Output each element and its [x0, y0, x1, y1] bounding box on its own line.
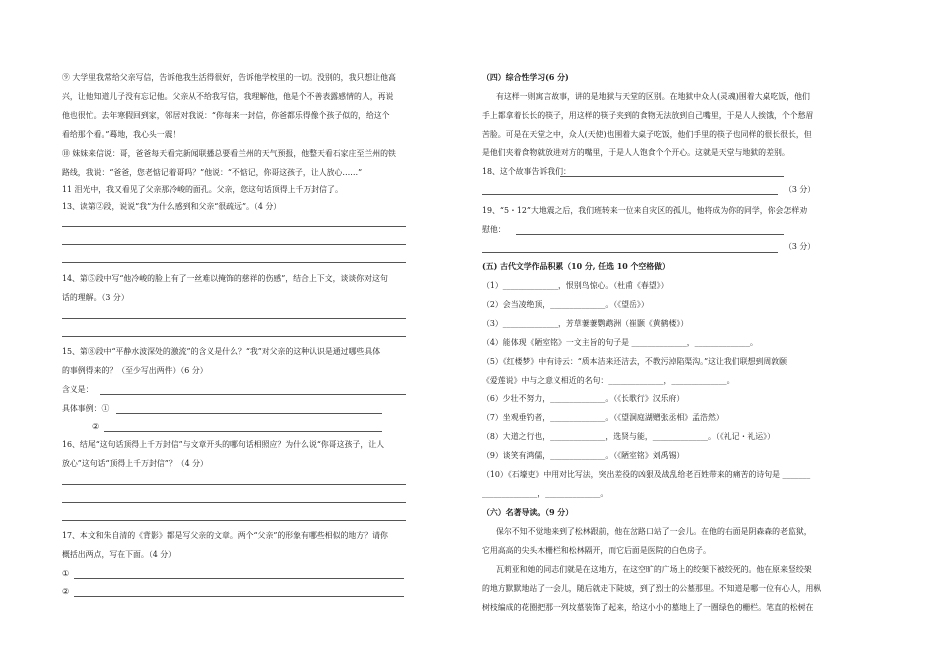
excerpt-line: 的地方默默地站了一会儿，随后就走下陡坡，到了烈士的公墓那里。不知道是哪一位有心人，用枞	[482, 584, 822, 593]
poetry-item: （3）______________，芳草萋萋鹦鹉洲（崔颢《黄鹤楼》）	[482, 319, 689, 328]
section-6-title: （六）名著导读。（9 分）	[482, 508, 574, 517]
question-19-line: 19、“5・12”大地震之后，我们班转来一位来自灾区的孤儿，他将成为你的同学，你会怎样劝	[482, 206, 808, 215]
question-16-line: 放心”这句话“顶得上千万封信”？（4 分）	[62, 459, 208, 468]
question-16-line: 16、结尾“这句话顶得上千万封信”与文章开头的哪句话相照应？为什么说“你哥这孩子，让人	[62, 440, 384, 449]
poetry-item: ______________，______________。	[482, 489, 609, 498]
question-13: 13、读第②段，说说“我”为什么感到和父亲“很疏远”。（4 分）	[62, 202, 282, 211]
poetry-item: （5）《红楼梦》中有诗云：“质本洁来还洁去，不教污淖陷渠沟。”这让我们联想到周敦颐	[482, 357, 788, 366]
section-4-title: （四）综合性学习(6 分)	[482, 73, 569, 82]
answer-line[interactable]	[62, 520, 406, 521]
answer-line[interactable]	[62, 484, 406, 485]
answer-line[interactable]	[74, 596, 404, 597]
poetry-item: （10）《石壕吏》中用对比写法，突出差役的凶狠及战乱给老百姓带来的痛苦的诗句是 _______	[482, 470, 811, 479]
answer-line[interactable]	[62, 244, 406, 245]
paragraph-9-line: ⑨ 大学里我常给父亲写信，告诉他我生活得很好，告诉他学校里的一切。没别的，我只想让他高	[62, 73, 396, 82]
poetry-item: （2）会当凌绝顶，______________。（《望岳》）	[482, 300, 649, 309]
poetry-item: （1）______________，恨别鸟惊心。（杜甫《春望》）	[482, 281, 669, 290]
answer-line[interactable]	[100, 394, 406, 395]
answer-line[interactable]	[62, 226, 406, 227]
question-18-score: （3 分）	[784, 185, 816, 194]
poetry-item: （7）坐观垂钓者，______________。（《望洞庭湖赠张丞相》孟浩然）	[482, 413, 724, 422]
poetry-item: （8）大道之行也，______________，选贤与能，______________。（《礼记・礼运》）	[482, 432, 776, 441]
question-19-line: 慰他：	[482, 225, 506, 234]
paragraph-9-line: 他也很忙。去年寒假回到家，邻居对我说：“你每来一封信，你爸都乐得像个孩子似的，给这个	[62, 111, 390, 120]
answer-line[interactable]	[62, 336, 406, 337]
answer-line[interactable]	[516, 234, 784, 235]
paragraph-11: 11 泪光中，我又看见了父亲那冷峻的面孔。父亲，您这句话顶得上千万封信了。	[62, 185, 343, 194]
question-15-line: 的事例得来的？（至少写出两件）（6 分）	[62, 366, 208, 375]
question-14-line: 话的理解。（3 分）	[62, 293, 129, 302]
excerpt-line: 保尔不知不觉地来到了松林跟前，他在岔路口站了一会儿。在他的右面是阴森森的老监狱，	[496, 527, 812, 536]
paragraph-9-line: 兴，让他知道儿子没有忘记他。父亲从不给我写信，我理解他，他是个不善表露感情的人，再说	[62, 92, 394, 101]
question-15-line: 15、第⑧段中“平静水波深处的激流”的含义是什么？“我”对父亲的这种认识是通过哪些具体	[62, 347, 381, 356]
answer-line[interactable]	[62, 318, 406, 319]
answer-line[interactable]	[116, 413, 382, 414]
paragraph-9-line: 看给那个看。”蓦地，我心头一震！	[62, 130, 181, 139]
question-19-score: （3 分）	[784, 242, 816, 251]
question-17-second-label: ②	[62, 587, 70, 596]
question-17-first-label: ①	[62, 569, 70, 578]
answer-line[interactable]	[62, 262, 406, 263]
answer-line[interactable]	[104, 431, 382, 432]
poetry-item: （4）能体现《陋室铭》一文主旨的句子是 ______________，______________。	[482, 338, 758, 347]
question-15-examples-label: 具体事例：①	[62, 404, 110, 413]
story-line: 有这样一则寓言故事，讲的是地狱与天堂的区别。在地狱中众人(灵魂)围着大桌吃饭，他们	[496, 92, 810, 101]
answer-line[interactable]	[62, 502, 406, 503]
question-15-second-label: ②	[92, 422, 100, 431]
poetry-item: （9）谈笑有鸿儒，______________。（《陋室铭》刘禹锡）	[482, 451, 685, 460]
answer-line[interactable]	[560, 176, 784, 177]
answer-line[interactable]	[482, 252, 778, 253]
poetry-item: 《爱莲说》中与之意义相近的名句：______________，______________。	[482, 376, 735, 385]
paragraph-10-line: 路线，我说：“爸爸，您老惦记着哥吗？”他说：“不惦记，你哥这孩子，让人放心……”	[62, 168, 363, 177]
answer-line[interactable]	[482, 194, 778, 195]
excerpt-line: 瓦莉亚和她的同志们就是在这地方，在这空旷的广场上的绞架下被绞死的。他在原来竖绞架	[496, 565, 812, 574]
question-17-line: 17、本文和朱自清的《背影》都是写父亲的文章。两个“父亲”的形象有哪些相似的地方？请你	[62, 531, 388, 540]
question-15-meaning-label: 含义是：	[62, 385, 94, 394]
paragraph-10-line: ⑩ 妹妹来信说：哥，爸爸每天看完新闻联播总要看兰州的天气预报，他整天看石家庄至兰州的铁	[62, 149, 396, 158]
answer-line[interactable]	[74, 578, 404, 579]
question-14-line: 14、第⑤段中写“他冷峻的脸上有了一丝难以掩饰的慈祥的伤感”，结合上下文，谈谈你对这句	[62, 274, 388, 283]
poetry-item: （6）少壮不努力，______________。（《长歌行》汉乐府）	[482, 394, 685, 403]
story-line: 手上都拿着长长的筷子，用这样的筷子夹到的食物无法放到自己嘴里，于是人人挨饿，个个愁眉	[482, 111, 814, 120]
excerpt-line: 它用高高的尖头木栅栏和松林隔开，而它后面是医院的白色房子。	[482, 546, 711, 555]
section-5-title: (五) 古代文学作品积累（10 分, 任选 10 个空格做）	[482, 262, 670, 271]
story-line: 苦脸。可是在天堂之中，众人(天使)也围着大桌子吃饭，他们手里的筷子也同样的很长很长，但	[482, 130, 812, 139]
question-17-line: 概括出两点，写在下面。（4 分）	[62, 550, 177, 559]
story-line: 是他们夹着食物就放进对方的嘴里，于是人人饱食个个开心。这就是天堂与地狱的差别。	[482, 148, 790, 157]
excerpt-line: 树枝编成的花圈把那一列坟墓装饰了起来，给这小小的墓地上了一圈绿色的栅栏。笔直的松树在	[482, 603, 814, 612]
question-18: 18、这个故事告诉我们：	[482, 167, 571, 176]
